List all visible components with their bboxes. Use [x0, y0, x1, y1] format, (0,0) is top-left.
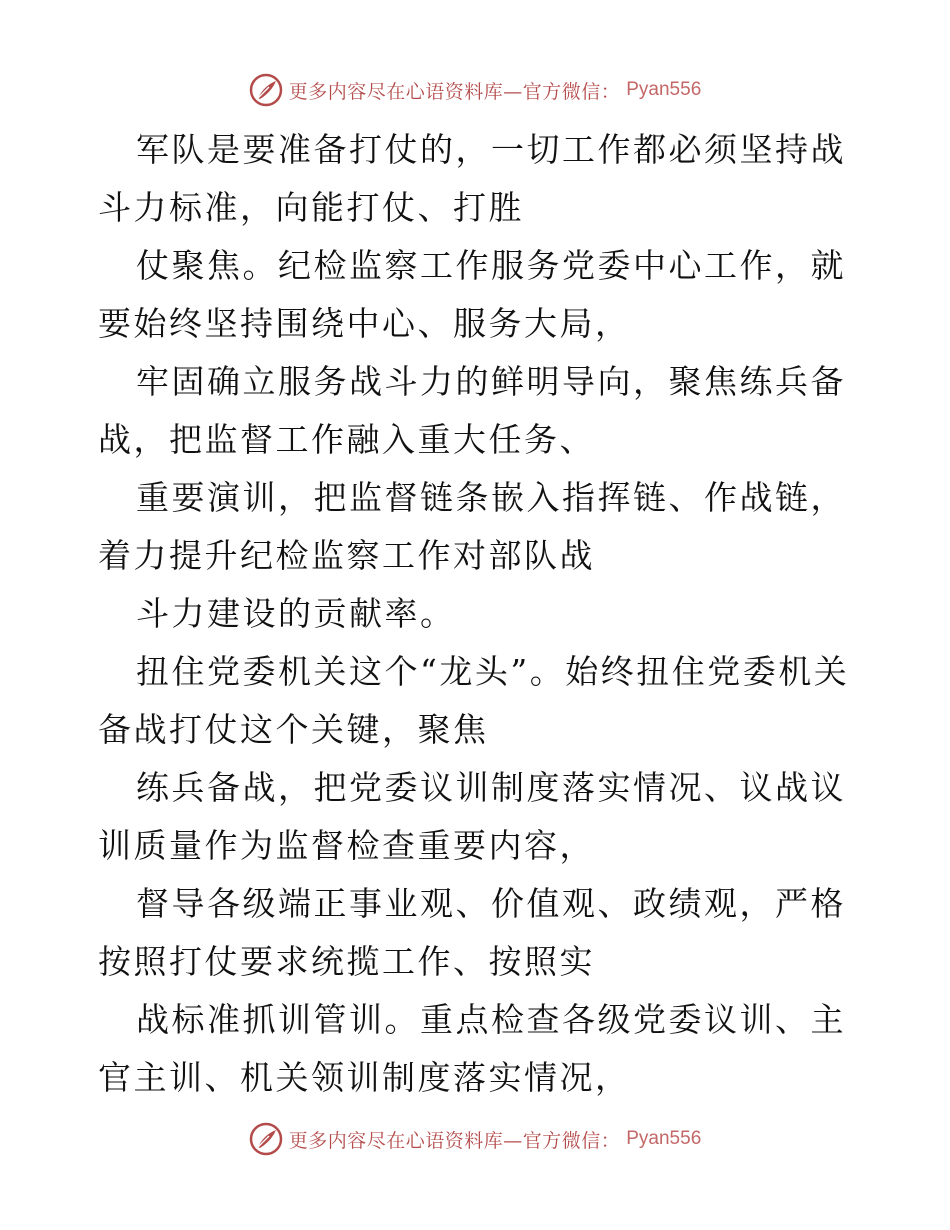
paragraph: 督导各级端正事业观、价值观、政绩观，严格按照打仗要求统揽工作、按照实 — [98, 884, 846, 981]
paragraph: 扭住党委机关这个“龙头”。始终扭住党委机关备战打仗这个关键，聚焦 — [98, 652, 850, 749]
feather-pen-icon — [249, 1122, 283, 1156]
header-watermark — [0, 70, 950, 110]
watermark-text: 更多内容尽在心语资料库—官方微信： — [288, 80, 621, 103]
paragraph: 重要演训，把监督链条嵌入指挥链、作战链，着力提升纪检监察工作对部队战 — [98, 478, 846, 575]
watermark-text: 更多内容尽在心语资料库—官方微信： — [288, 1129, 621, 1152]
paragraph: 牢固确立服务战斗力的鲜明导向，聚焦练兵备战，把监督工作融入重大任务、 — [98, 362, 846, 459]
watermark-wechat-id: Pyan556 — [626, 1128, 702, 1149]
footer-watermark — [0, 1119, 950, 1159]
paragraph: 斗力建设的贡献率。 — [136, 594, 456, 633]
paragraph: 战标准抓训管训。重点检查各级党委议训、主官主训、机关领训制度落实情况， — [98, 1000, 846, 1097]
paragraph: 练兵备战，把党委议训制度落实情况、议战议训质量作为监督检查重要内容， — [98, 768, 846, 865]
paragraph: 军队是要准备打仗的，一切工作都必须坚持战斗力标准，向能打仗、打胜 — [98, 130, 846, 227]
feather-pen-icon — [249, 73, 283, 107]
document-body — [98, 121, 858, 1107]
paragraph: 仗聚焦。纪检监察工作服务党委中心工作，就要始终坚持围绕中心、服务大局， — [98, 246, 846, 343]
watermark-wechat-id: Pyan556 — [626, 79, 702, 100]
